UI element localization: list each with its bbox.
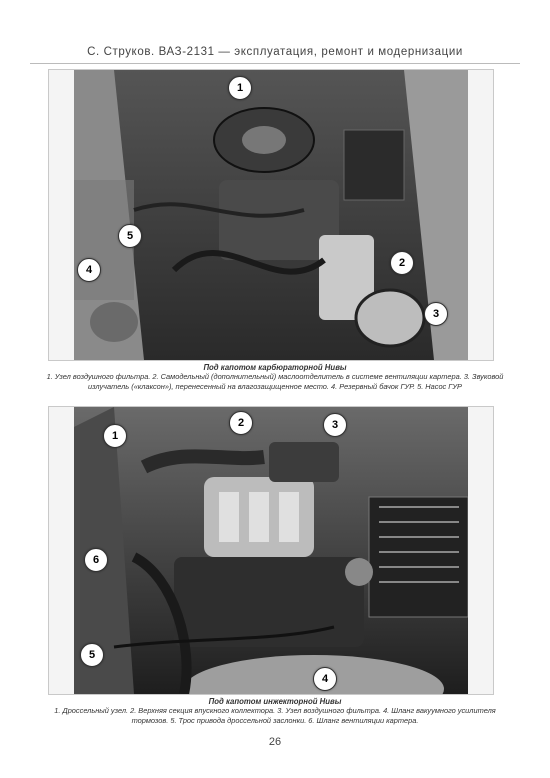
figure-2-callout: 1 [103, 424, 127, 448]
figure-2-callout: 3 [323, 413, 347, 437]
figure-2-callout: 6 [84, 548, 108, 572]
running-header: С. Струков. ВАЗ-2131 — эксплуатация, ремонт и модернизации [87, 46, 463, 58]
figure-1-callout: 4 [77, 258, 101, 282]
figure-2-frame [48, 406, 494, 695]
figure-2-callout: 4 [313, 667, 337, 691]
page-number: 26 [268, 736, 282, 748]
figure-1-callout: 5 [118, 224, 142, 248]
figure-1-title: Под капотом карбюраторной Нивы [203, 363, 347, 372]
header-divider [30, 63, 520, 64]
figure-2-callout: 5 [80, 643, 104, 667]
figure-2-photo [74, 407, 468, 694]
figure-1-photo [74, 70, 468, 360]
figure-1-caption [40, 363, 510, 391]
figure-2-caption-text: 1. Дроссельный узел. 2. Верхняя секция впускного коллектора. 3. Узел воздушного фильтра. 4. Шланг вакуумного усилителя тормозов. 5. Трос привода дроссельной заслонки. 6. Шланг вентиляции картера. [54, 706, 496, 725]
figure-2-title: Под капотом инжекторной Нивы [208, 697, 342, 706]
figure-2-caption [40, 697, 510, 725]
figure-1-callout: 2 [390, 251, 414, 275]
figure-1-caption-text: 1. Узел воздушного фильтра. 2. Самодельный (дополнительный) маслоотделитель в системе вентиляции картера. 3. Звуковой излучатель («клаксон»), перенесенный на влагозащищенное место. 4. Резервный бачок ГУР. 5. Насос ГУР [46, 372, 504, 391]
figure-1-callout: 3 [424, 302, 448, 326]
figure-2-callout: 2 [229, 411, 253, 435]
figure-1-callout: 1 [228, 76, 252, 100]
figure-1-frame [48, 69, 494, 361]
